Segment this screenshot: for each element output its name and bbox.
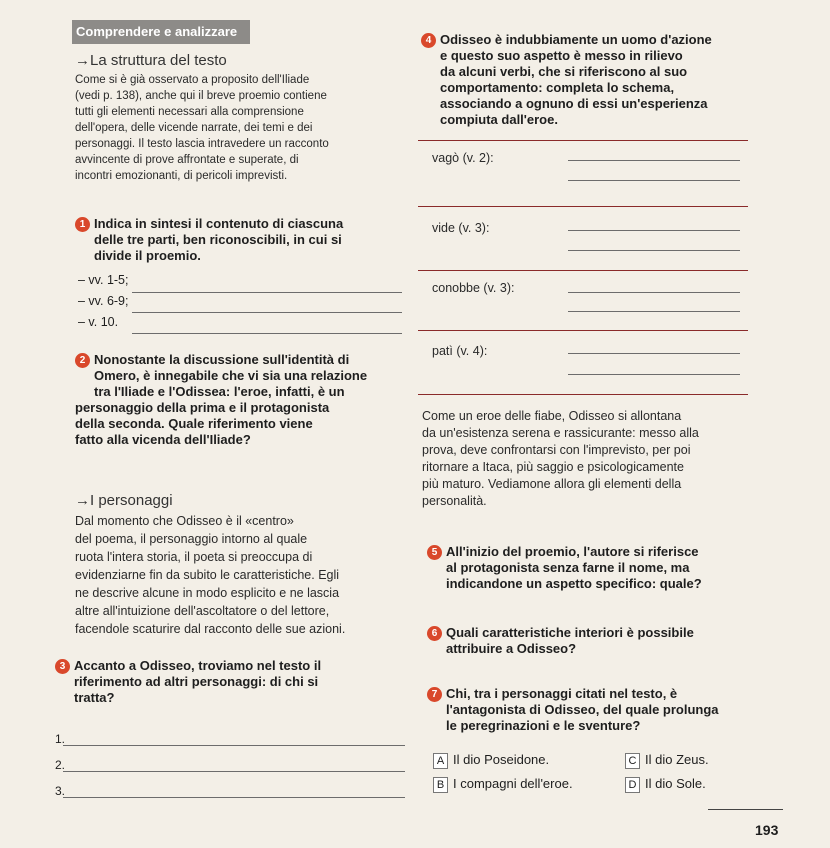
table-rule [418, 206, 748, 207]
question-text: Chi, tra i personaggi citati nel testo, è [446, 686, 678, 701]
answer-line[interactable] [568, 230, 740, 231]
text-line: personaggi. Il testo lascia intravedere un racconto [75, 138, 329, 150]
question-5 [427, 544, 772, 592]
text-line: facendole scaturire dal racconto delle sue azioni. [75, 622, 346, 636]
option-c[interactable] [625, 751, 709, 769]
answer-line[interactable] [568, 374, 740, 375]
answer-line[interactable] [63, 797, 405, 798]
section-badge: Comprendere e analizzare [72, 20, 250, 44]
text-line: Come un eroe delle fiabe, Odisseo si allontana [422, 409, 682, 423]
answer-line[interactable] [568, 180, 740, 181]
text-line: ne descrive alcune in modo esplicito e ne lascia [75, 586, 340, 600]
option-text: Il dio Poseidone. [453, 752, 550, 767]
question-text: Omero, è innegabile che vi sia una relazione [94, 368, 368, 383]
text-line: personalità. [422, 494, 487, 508]
table-rule [418, 394, 748, 395]
question-text: Nonostante la discussione sull'identità di [94, 352, 350, 367]
option-text: Il dio Zeus. [645, 752, 709, 767]
question-text: le peregrinazioni e le sventure? [446, 718, 641, 733]
option-text: Il dio Sole. [645, 776, 706, 791]
question-number-badge: 5 [427, 545, 442, 560]
answer-line[interactable] [568, 292, 740, 293]
answer-line[interactable] [132, 333, 402, 334]
table-rule [418, 140, 748, 141]
question-2 [75, 352, 415, 448]
question-6 [427, 625, 772, 657]
answer-label: 1. [55, 732, 66, 746]
answer-line[interactable] [63, 745, 405, 746]
verse-item: – v. 10. [78, 315, 119, 329]
question-text: delle tre parti, ben riconoscibili, in cui si [94, 232, 342, 247]
option-text: I compagni dell'eroe. [453, 776, 573, 791]
question-text: tratta? [74, 690, 115, 705]
question-text: comportamento: completa lo schema, [440, 80, 675, 95]
text-line: incontri emozionanti, di pericoli imprevisti. [75, 170, 288, 182]
table-row-label: conobbe (v. 3): [432, 281, 515, 295]
question-text: riferimento ad altri personaggi: di chi si [74, 674, 319, 689]
text-line: Dal momento che Odisseo è il «centro» [75, 514, 294, 528]
answer-line[interactable] [568, 353, 740, 354]
page-number-rule [708, 809, 783, 810]
question-text: tra l'Iliade e l'Odissea: l'eroe, infatti, è un [94, 384, 345, 399]
question-text: personaggio della prima e il protagonista [75, 400, 330, 415]
answer-label: 3. [55, 784, 66, 798]
option-letter-box[interactable]: B [433, 777, 448, 793]
question-number-badge: 2 [75, 353, 90, 368]
option-letter-box[interactable]: C [625, 753, 640, 769]
page-number: 193 [755, 822, 779, 838]
question-text: Quali caratteristiche interiori è possibile [446, 625, 694, 640]
question-text: divide il proemio. [94, 248, 201, 263]
question-text: Odisseo è indubbiamente un uomo d'azione [440, 32, 712, 47]
question-text: associando a ognuno di essi un'esperienza [440, 96, 708, 111]
table-rule [418, 330, 748, 331]
hero-paragraph [422, 408, 767, 510]
text-line: del poema, il personaggio intorno al quale [75, 532, 308, 546]
question-number-badge: 1 [75, 217, 90, 232]
question-1 [75, 216, 405, 264]
option-a[interactable] [433, 751, 549, 769]
question-3 [55, 658, 400, 706]
option-letter-box[interactable]: A [433, 753, 448, 769]
text-line: tutti gli elementi necessari alla comprensione [75, 106, 304, 118]
table-row-label: vagò (v. 2): [432, 151, 494, 165]
option-letter-box[interactable]: D [625, 777, 640, 793]
question-number-badge: 7 [427, 687, 442, 702]
question-text: della seconda. Quale riferimento viene [75, 416, 313, 431]
question-text: indicandone un aspetto specifico: quale? [446, 576, 702, 591]
option-b[interactable] [433, 775, 573, 793]
answer-line[interactable] [132, 312, 402, 313]
text-line: dell'opera, delle vicende narrate, dei temi e dei [75, 122, 313, 134]
answer-line[interactable] [568, 250, 740, 251]
text-line: più maturo. Vediamone allora gli elementi della [422, 477, 682, 491]
question-text: fatto alla vicenda dell'Iliade? [75, 432, 251, 447]
text-line: prova, deve confrontarsi con l'imprevisto, per poi [422, 443, 691, 457]
text-line: Come si è già osservato a proposito dell'Iliade [75, 74, 310, 86]
question-text: Indica in sintesi il contenuto di ciascuna [94, 216, 344, 231]
question-text: da alcuni verbi, che si riferiscono al suo [440, 64, 688, 79]
option-d[interactable] [625, 775, 706, 793]
question-text: attribuire a Odisseo? [446, 641, 577, 656]
question-text: compiuta dall'eroe. [440, 112, 558, 127]
answer-line[interactable] [63, 771, 405, 772]
characters-paragraph [75, 512, 410, 638]
question-text: All'inizio del proemio, l'autore si riferisce [446, 544, 699, 559]
text-line: (vedi p. 138), anche qui il breve proemio contiene [75, 90, 327, 102]
text-line: avvincente di prove affrontate e superate, di [75, 154, 299, 166]
answer-label: 2. [55, 758, 66, 772]
answer-line[interactable] [568, 160, 740, 161]
question-number-badge: 3 [55, 659, 70, 674]
section-title-characters: →I personaggi [75, 492, 173, 509]
question-number-badge: 4 [421, 33, 436, 48]
answer-line[interactable] [568, 311, 740, 312]
question-text: Accanto a Odisseo, troviamo nel testo il [74, 658, 322, 673]
verse-item: – vv. 6-9; [78, 294, 129, 308]
answer-line[interactable] [132, 292, 402, 293]
text-line: ruota l'intera storia, il poeta si preoccupa di [75, 550, 313, 564]
text-line: da un'esistenza serena e rassicurante: messo alla [422, 426, 699, 440]
text-line: altre all'intuizione dell'ascoltatore o del lettore, [75, 604, 330, 618]
question-text: e questo suo aspetto è messo in rilievo [440, 48, 683, 63]
question-7 [427, 686, 772, 734]
verse-item: – vv. 1-5; [78, 273, 129, 287]
question-text: al protagonista senza farne il nome, ma [446, 560, 690, 575]
question-4 [421, 32, 761, 128]
text-line: ritornare a Itaca, più saggio e psicologicamente [422, 460, 684, 474]
table-rule [418, 270, 748, 271]
section-title-structure: →La struttura del testo [75, 52, 227, 69]
question-number-badge: 6 [427, 626, 442, 641]
text-line: evidenziarne fin da subito le caratteristiche. Egli [75, 568, 340, 582]
table-row-label: vide (v. 3): [432, 221, 490, 235]
verse-list [78, 270, 128, 333]
structure-paragraph [75, 72, 405, 184]
table-row-label: patì (v. 4): [432, 344, 488, 358]
question-text: l'antagonista di Odisseo, del quale prolunga [446, 702, 719, 717]
